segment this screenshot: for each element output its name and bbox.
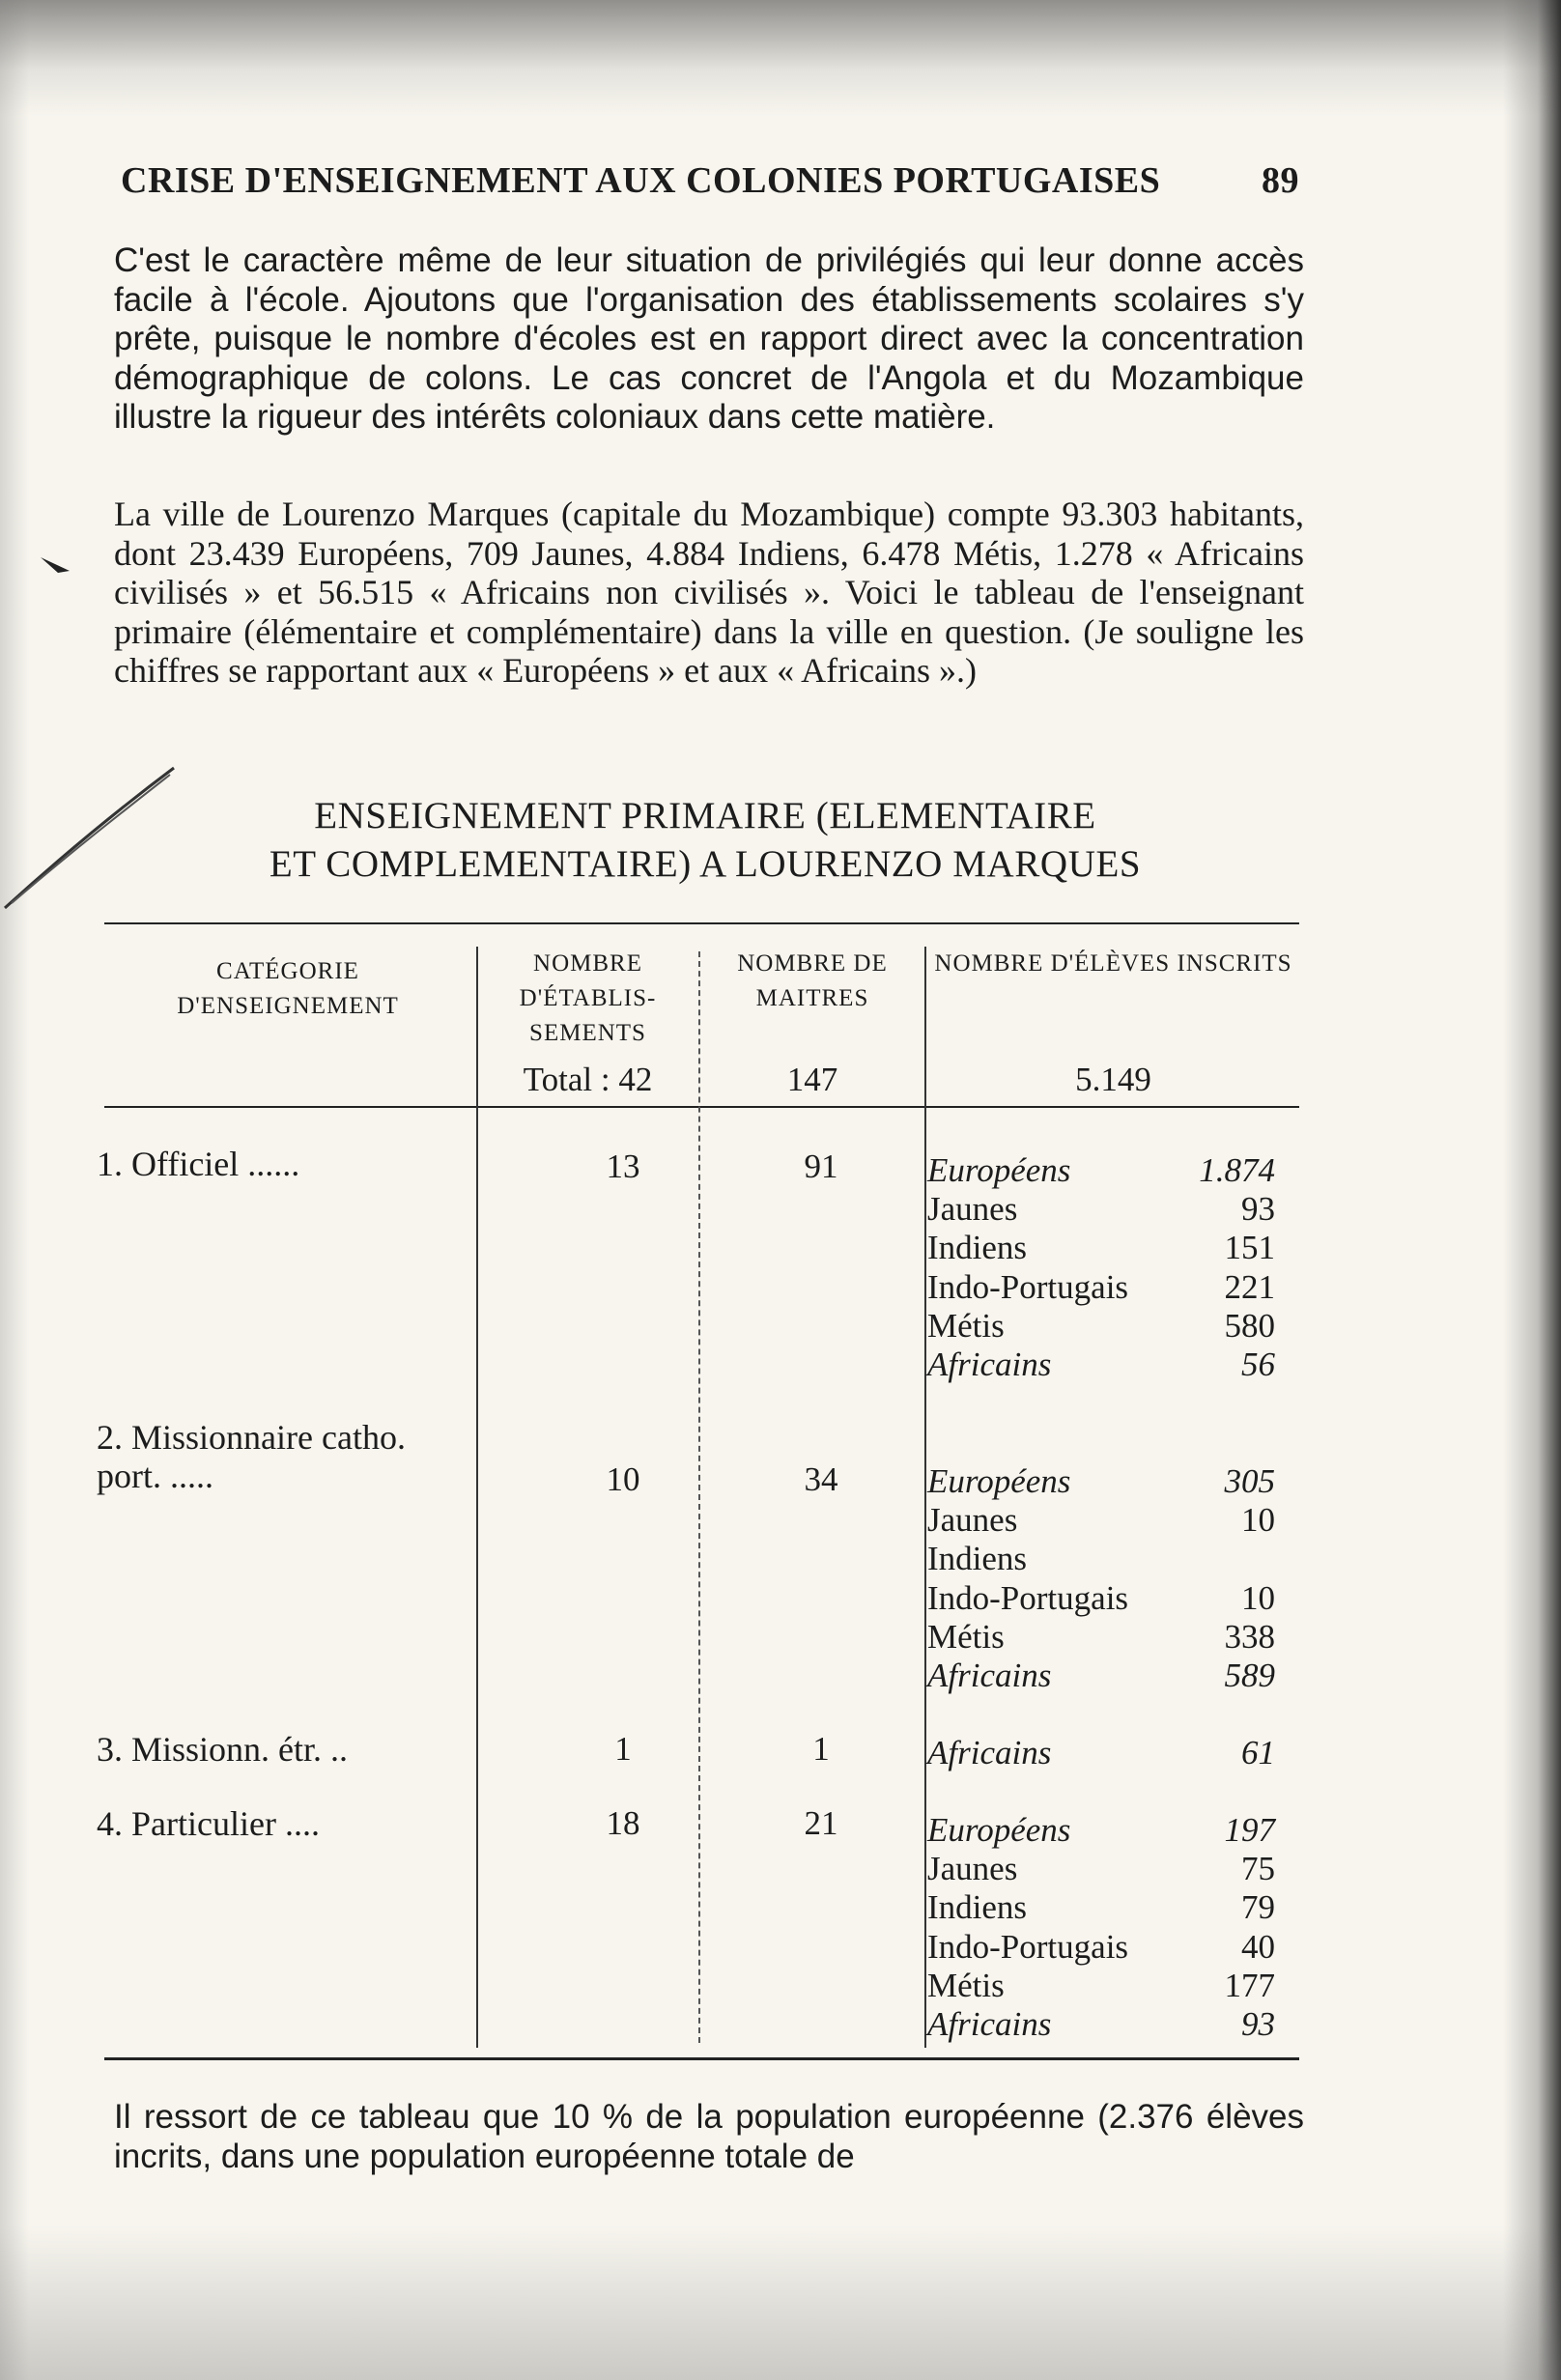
scan-shadow-bottom [0, 2225, 1561, 2380]
groupe-count: 580 [1224, 1306, 1275, 1345]
row-4-etablissements: 18 [606, 1804, 640, 1842]
row-4-eleves-item [927, 1811, 1275, 1850]
table-title-line-2: ET COMPLEMENTAIRE) A LOURENZO MARQUES [269, 843, 1142, 885]
paragraph-1: C'est le caractère même de leur situation de privilégiés qui leur donne accès facile à l'école. Ajoutons que l'organisation des établissements scolaires s'y prête, puisque le nombre d'écoles est en rapport direct avec la concentration démographique de colons. Le cas concret de l'Angola et du Mozambique illustre la rigueur des intérêts coloniaux dans cette matière. [114, 241, 1304, 436]
column-divider-3 [924, 947, 926, 2048]
groupe-label: Européens [927, 1151, 1071, 1189]
page-number: 89 [1262, 160, 1299, 201]
table-bottom-rule [104, 2057, 1299, 2060]
groupe-count: 177 [1224, 1966, 1275, 2004]
groupe-label: Métis [927, 1966, 1005, 2004]
total-eleves: 5.149 [1075, 1061, 1151, 1098]
groupe-count: 338 [1224, 1617, 1275, 1656]
row-3-eleves [927, 1734, 1275, 1772]
row-4-eleves-item [927, 1850, 1275, 1888]
groupe-label: Indiens [927, 1540, 1028, 1578]
row-1-eleves-item [927, 1307, 1275, 1346]
row-3-eleves-item [927, 1734, 1275, 1772]
row-2-eleves-item [927, 1618, 1275, 1657]
header-etablissements: NOMBRE D'ÉTABLIS-SEMENTS [519, 950, 657, 1046]
row-4-eleves-item [927, 1888, 1275, 1927]
running-head-title: CRISE D'ENSEIGNEMENT AUX COLONIES PORTUGAISES [121, 160, 1161, 201]
row-1-maitres: 91 [804, 1148, 838, 1185]
row-1-eleves-item [927, 1190, 1275, 1229]
groupe-count: 221 [1224, 1267, 1275, 1306]
groupe-count: 56 [1241, 1345, 1275, 1383]
row-4-eleves [927, 1811, 1275, 2044]
groupe-count: 10 [1241, 1578, 1275, 1617]
row-4-categorie: 4. Particulier .... [97, 1804, 320, 1843]
margin-arrow-mark [39, 541, 73, 586]
groupe-label: Africains [927, 1345, 1052, 1383]
row-2-eleves-item [927, 1501, 1275, 1540]
row-1-eleves-item [927, 1229, 1275, 1267]
scan-shadow-top [0, 0, 1561, 116]
row-4-maitres: 21 [804, 1804, 838, 1842]
groupe-label: Africains [927, 1656, 1052, 1694]
groupe-count: 589 [1224, 1656, 1275, 1694]
groupe-label: Jaunes [927, 1501, 1018, 1540]
groupe-count: 1.874 [1199, 1151, 1275, 1189]
row-2-eleves [927, 1462, 1275, 1695]
row-4-eleves-item [927, 1928, 1275, 1967]
groupe-count: 40 [1241, 1927, 1275, 1966]
total-etablissements: Total : 42 [523, 1061, 653, 1098]
scan-shadow-left [0, 0, 29, 2380]
row-2-categorie: 2. Missionnaire catho. port. ..... [97, 1418, 406, 1495]
groupe-label: Européens [927, 1462, 1071, 1500]
row-1-categorie: 1. Officiel ...... [97, 1145, 300, 1183]
row-1-etablissements: 13 [606, 1148, 640, 1185]
header-eleves: NOMBRE D'ÉLÈVES INSCRITS [934, 950, 1292, 977]
row-2-eleves-item [927, 1462, 1275, 1501]
column-divider-1 [476, 947, 478, 2048]
groupe-label: Jaunes [927, 1850, 1018, 1888]
groupe-label: Métis [927, 1306, 1005, 1345]
row-3-categorie: 3. Missionn. étr. .. [97, 1730, 349, 1769]
groupe-count: 197 [1224, 1811, 1275, 1849]
groupe-label: Indo-Portugais [927, 1578, 1129, 1617]
row-2-eleves-item [927, 1657, 1275, 1695]
groupe-count: 93 [1241, 1190, 1275, 1229]
table-top-rule [104, 922, 1299, 924]
row-3-maitres: 1 [812, 1730, 830, 1768]
groupe-label: Métis [927, 1617, 1005, 1656]
row-3-etablissements: 1 [614, 1730, 632, 1768]
groupe-label: Jaunes [927, 1190, 1018, 1229]
table-title [106, 792, 1304, 889]
groupe-count: 79 [1241, 1888, 1275, 1927]
scan-shadow-right [1503, 0, 1561, 2380]
groupe-count: 10 [1241, 1501, 1275, 1540]
paragraph-3: Il ressort de ce tableau que 10 % de la population européenne (2.376 élèves incrits, dans une population européenne totale de [114, 2098, 1304, 2175]
row-2-maitres: 34 [804, 1460, 838, 1498]
row-1-eleves-item [927, 1346, 1275, 1384]
groupe-label: Indo-Portugais [927, 1927, 1129, 1966]
groupe-label: Africains [927, 1734, 1052, 1771]
groupe-label: Indiens [927, 1888, 1028, 1927]
groupe-count: 305 [1224, 1462, 1275, 1500]
groupe-count: 61 [1241, 1734, 1275, 1771]
groupe-label: Indiens [927, 1229, 1028, 1267]
row-4-eleves-item [927, 1967, 1275, 2005]
groupe-count: 93 [1241, 2004, 1275, 2043]
running-head [121, 159, 1299, 202]
groupe-count: 75 [1241, 1850, 1275, 1888]
row-1-eleves-item [927, 1151, 1275, 1190]
row-2-eleves-item [927, 1579, 1275, 1618]
paragraph-2: La ville de Lourenzo Marques (capitale du Mozambique) compte 93.303 habitants, dont 23.439 Européens, 709 Jaunes, 4.884 Indiens, 6.478 Métis, 1.278 « Africains civilisés » et 56.515 « Africains non civilisés ». Voici le tableau de l'enseignant primaire (élémentaire et complémentaire) dans la ville en question. (Je souligne les chiffres se rapportant aux « Européens » et aux « Africains ».) [114, 495, 1304, 690]
column-divider-2 [698, 951, 700, 2043]
row-4-eleves-item [927, 2005, 1275, 2044]
table-header-rule [104, 1106, 1299, 1108]
row-2-eleves-item [927, 1540, 1275, 1578]
total-maitres: 147 [786, 1061, 838, 1098]
row-1-eleves-item [927, 1268, 1275, 1307]
groupe-count: 151 [1224, 1229, 1275, 1267]
header-maitres: NOMBRE DE MAITRES [737, 950, 888, 1011]
row-2-etablissements: 10 [606, 1460, 640, 1498]
row-1-eleves [927, 1151, 1275, 1384]
groupe-label: Indo-Portugais [927, 1267, 1129, 1306]
header-categorie: CATÉGORIE D'ENSEIGNEMENT [177, 958, 399, 1019]
groupe-label: Africains [927, 2004, 1052, 2043]
groupe-label: Européens [927, 1811, 1071, 1849]
table-title-line-1: ENSEIGNEMENT PRIMAIRE (ELEMENTAIRE [314, 795, 1096, 836]
